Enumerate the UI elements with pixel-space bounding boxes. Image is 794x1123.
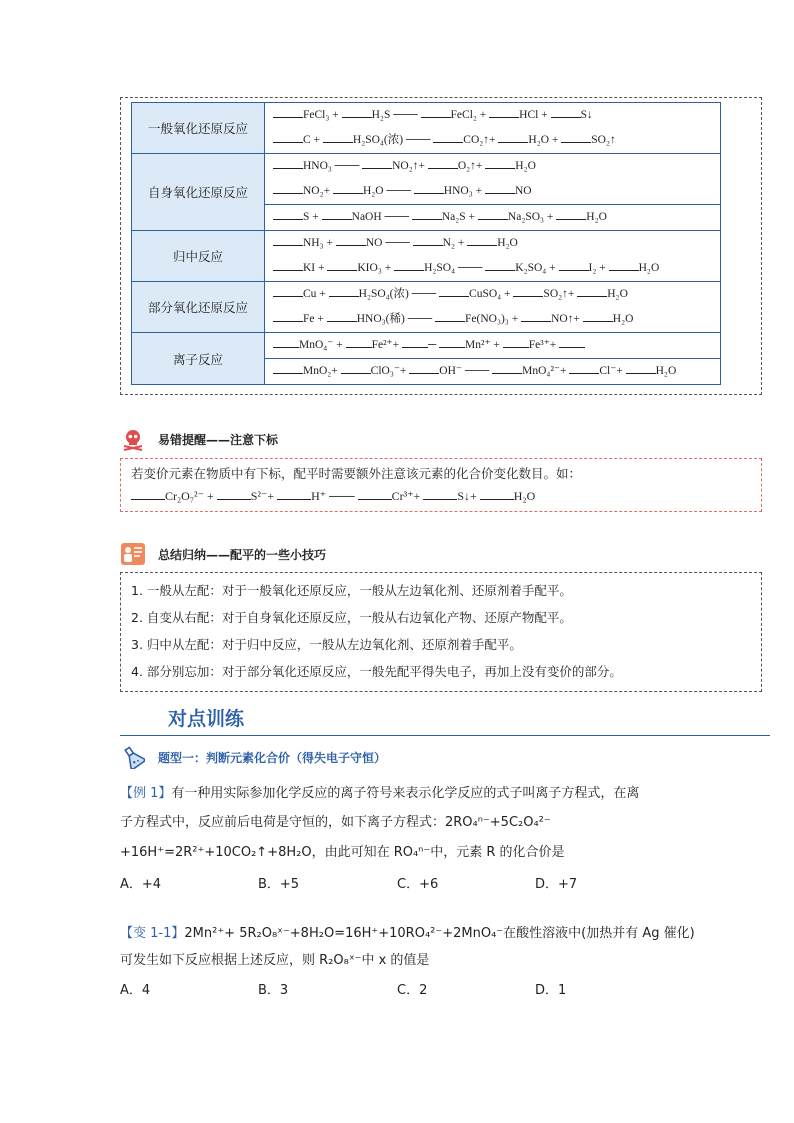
variant-line-1 [120,923,760,945]
reaction-table [131,102,721,385]
coefficient-blank[interactable] [273,181,303,194]
coefficient-blank[interactable] [478,207,508,220]
equation-species: KI + [303,262,328,274]
equation-species: H₂SO₄(浓) ─── [358,288,440,300]
equation-species: ClO₃⁻+ [370,365,410,377]
coefficient-blank[interactable] [551,105,581,118]
equation-species: H₂O [497,237,518,249]
option-a[interactable]: A．+4 [120,877,162,892]
practice-divider [120,735,770,736]
equation-species: ─ [428,339,440,351]
equation-line [265,282,720,307]
equation-species: H₂O [612,313,634,325]
reaction-category: 离子反应 [132,333,265,385]
equation-species: S↓ [580,109,593,121]
warning-box [120,458,762,512]
equation-species: H₂O + [528,134,562,146]
coefficient-blank[interactable] [423,487,457,500]
coefficient-blank[interactable] [336,233,366,246]
coefficient-blank[interactable] [362,156,392,169]
equation-species: CuSO₄ + [469,288,514,300]
coefficient-blank[interactable] [498,130,528,143]
equation-species: NaOH ─── [351,211,412,223]
equation-species: MnO₄⁻ + [299,339,346,351]
equation-line [265,103,720,128]
equation-species: HNO₃ ─── [303,160,363,172]
equation-species: H₂O [513,489,536,503]
equation-species: MnO₄²⁻+ [522,365,570,377]
coefficient-blank[interactable] [485,181,515,194]
coefficient-blank[interactable] [323,130,353,143]
teacher-board-icon [120,541,146,567]
warning-equation [131,485,751,507]
coefficient-blank[interactable] [480,487,514,500]
coefficient-blank[interactable] [358,487,392,500]
equation-species: HCl + [519,109,551,121]
question-type-label: 题型一：判断元素化合价（得失电子守恒） [158,750,387,765]
equation-species: HNO₃ + [443,185,485,197]
tip-item: 4. 部分别忘加：对于部分氧化还原反应，一般先配平得失电子，再加上没有变价的部分。 [131,664,622,679]
warning-header [120,426,278,452]
equation-line [265,179,720,204]
equation-species: OH⁻ ─── [439,365,493,377]
coefficient-blank[interactable] [485,156,515,169]
coefficient-blank[interactable] [346,335,372,348]
coefficient-blank[interactable] [626,361,656,374]
variant-option-d[interactable]: D．1 [535,983,567,998]
coefficient-blank[interactable] [277,487,311,500]
equation-species: NH₃ + [303,237,336,249]
reaction-category: 部分氧化还原反应 [132,282,265,333]
coefficient-blank[interactable] [394,258,424,271]
coefficient-blank[interactable] [322,207,352,220]
variant-tag: 【变 1-1】 [120,926,185,941]
coefficient-blank[interactable] [217,487,251,500]
coefficient-blank[interactable] [342,105,372,118]
equation-species: FeCl₂ + [450,109,490,121]
coefficient-blank[interactable] [327,309,357,322]
coefficient-blank[interactable] [467,233,497,246]
reaction-category: 归中反应 [132,231,265,282]
equation-species: KIO₃ + [357,262,395,274]
equation-species: H₂S ─── [371,109,421,121]
equation-species: CO₂↑+ [463,134,499,146]
coefficient-blank[interactable] [333,181,363,194]
equation-species: Cl⁻+ [599,365,626,377]
equation-cell [265,333,721,385]
equation-species: Fe + [303,313,327,325]
reaction-category: 自身氧化还原反应 [132,154,265,231]
coefficient-blank[interactable] [273,233,303,246]
coefficient-blank[interactable] [409,361,439,374]
coefficient-blank[interactable] [583,309,613,322]
equation-species: O₂↑+ [457,160,486,172]
equation-species: H₂O [655,365,677,377]
equation-species: Cr₂O₇²⁻ + [165,489,217,503]
equation-species: S↓+ [457,489,480,503]
equation-species: NO ─── [365,237,413,249]
equation-line [265,333,720,358]
equation-species: FeCl₃ + [303,109,342,121]
example-text-1: 有一种用实际参加化学反应的离子符号来表示化学反应的式子叫离子方程式，在离 [171,786,640,801]
option-b[interactable]: B．+5 [258,877,300,892]
tip-item: 1. 一般从左配：对于一般氧化还原反应，一般从左边氧化剂、还原剂着手配平。 [131,583,572,598]
equation-species: H₂O [607,288,628,300]
coefficient-blank[interactable] [273,335,299,348]
coefficient-blank[interactable] [561,130,591,143]
equation-species: Na₂SO₃ + [507,211,557,223]
coefficient-blank[interactable] [577,284,607,297]
coefficient-blank[interactable] [439,335,465,348]
equation-line [265,128,720,153]
coefficient-blank[interactable] [485,258,515,271]
variant-line-2: 可发生如下反应根据上述反应，则 R₂O₈ˣ⁻中 x 的值是 [120,953,430,968]
coefficient-blank[interactable] [559,258,589,271]
option-d[interactable]: D．+7 [535,877,578,892]
variant-option-b[interactable]: B．3 [258,983,289,998]
variant-option-a[interactable]: A．4 [120,983,151,998]
equation-cell [265,103,721,154]
question-type-header [120,744,386,770]
coefficient-blank[interactable] [569,361,599,374]
reaction-row [132,333,721,385]
reaction-row [132,282,721,333]
equation-species: H₂O [515,160,536,172]
summary-title: 总结归纳——配平的一些小技巧 [158,547,327,562]
coefficient-blank[interactable] [273,156,303,169]
coefficient-blank[interactable] [273,309,303,322]
equation-species: NO₂↑+ [392,160,428,172]
equation-line [265,358,720,384]
equation-species: HNO₃(稀) ─── [356,313,436,325]
variant-text-1: 2Mn²⁺+ 5R₂O₈ˣ⁻+8H₂O=16H⁺+10RO₄²⁻+2MnO₄⁻在酸性溶液中(加热并有 Ag 催化) [184,926,695,941]
equation-species: H₂O ─── [362,185,414,197]
coefficient-blank[interactable] [402,335,428,348]
coefficient-blank[interactable] [421,105,451,118]
coefficient-blank[interactable] [559,335,585,348]
equation-species: Mn²⁺ + [465,339,503,351]
equation-cell [265,154,721,231]
skull-icon [120,426,146,452]
equation-species: H₂O [586,211,607,223]
equation-species: Cu + [303,288,329,300]
equation-species: H₂SO₄(浓) ─── [352,134,434,146]
flask-icon [120,744,146,770]
coefficient-blank[interactable] [327,258,357,271]
coefficient-blank[interactable] [414,181,444,194]
coefficient-blank[interactable] [273,258,303,271]
reaction-category: 一般氧化还原反应 [132,103,265,154]
coefficient-blank[interactable] [609,258,639,271]
option-c[interactable]: C．+6 [397,877,439,892]
equation-species: MnO₂+ [303,365,341,377]
coefficient-blank[interactable] [131,487,165,500]
equation-line [265,204,720,230]
coefficient-blank[interactable] [273,361,303,374]
equation-species: H₂SO₄ ─── [424,262,486,274]
coefficient-blank[interactable] [435,309,465,322]
equation-line [265,307,720,332]
coefficient-blank[interactable] [428,156,458,169]
coefficient-blank[interactable] [273,284,303,297]
coefficient-blank[interactable] [329,284,359,297]
equation-species: Fe³⁺+ [528,339,560,351]
example-line-2: 子方程式中，反应前后电荷是守恒的，如下离子方程式：2RO₄ⁿ⁻+5C₂O₄²⁻ [120,815,551,830]
equation-line [265,231,720,256]
warning-title: 易错提醒——注意下标 [158,432,279,447]
equation-species: NO₂+ [303,185,333,197]
coefficient-blank[interactable] [433,130,463,143]
equation-species: Cr³⁺+ [391,489,424,503]
equation-species: I₂ + [588,262,609,274]
coefficient-blank[interactable] [412,207,442,220]
equation-species: S²⁻+ [250,489,278,503]
practice-title: 对点训练 [168,708,245,730]
coefficient-blank[interactable] [489,105,519,118]
equation-species: Fe²⁺+ [371,339,402,351]
coefficient-blank[interactable] [341,361,371,374]
example-line-3: +16H⁺=2R²⁺+10CO₂↑+8H₂O，由此可知在 RO₄ⁿ⁻中，元素 R 的化合价是 [120,845,565,860]
summary-header [120,541,326,567]
coefficient-blank[interactable] [521,309,551,322]
coefficient-blank[interactable] [413,233,443,246]
equation-species: SO₂↑ [591,134,616,146]
reaction-row [132,154,721,231]
equation-line [265,154,720,179]
coefficient-blank[interactable] [503,335,529,348]
equation-cell [265,282,721,333]
warning-text: 若变价元素在物质中有下标，配平时需要额外注意该元素的化合价变化数目。如： [131,466,582,481]
reaction-table-box [120,97,762,395]
example-tag: 【例 1】 [120,786,172,801]
equation-cell [265,231,721,282]
summary-box [120,572,762,692]
equation-species: SO₂↑+ [543,288,578,300]
equation-species: H⁺ ─── [311,489,358,503]
coefficient-blank[interactable] [556,207,586,220]
equation-species: Fe(NO₃)₃ + [465,313,522,325]
coefficient-blank[interactable] [439,284,469,297]
equation-species: K₂SO₄ + [515,262,559,274]
tip-item: 3. 归中从左配：对于归中反应，一般从左边氧化剂、还原剂着手配平。 [131,637,522,652]
equation-species: N₂ + [442,237,468,249]
equation-line [265,256,720,281]
reaction-row [132,103,721,154]
equation-species: NO↑+ [551,313,583,325]
coefficient-blank[interactable] [273,105,303,118]
coefficient-blank[interactable] [273,207,303,220]
equation-species: H₂O [638,262,660,274]
reaction-row [132,231,721,282]
coefficient-blank[interactable] [513,284,543,297]
equation-species: C + [303,134,323,146]
example-line-1 [120,783,760,805]
variant-option-c[interactable]: C．2 [397,983,428,998]
coefficient-blank[interactable] [492,361,522,374]
equation-species: Na₂S + [441,211,478,223]
equation-species: S + [303,211,322,223]
equation-species: NO [514,185,532,197]
tip-item: 2. 自变从右配：对于自身氧化还原反应，一般从右边氧化产物、还原产物配平。 [131,610,572,625]
coefficient-blank[interactable] [273,130,303,143]
